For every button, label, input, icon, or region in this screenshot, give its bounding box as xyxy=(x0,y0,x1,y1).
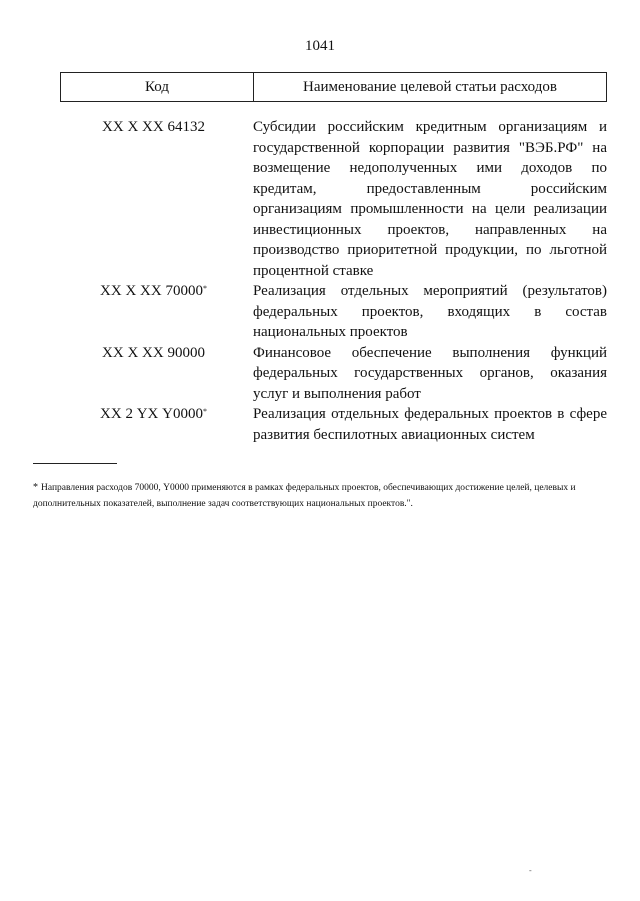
table-row xyxy=(60,117,607,281)
row-code-text: ХХ 2 YХ Y0000 xyxy=(100,406,203,422)
row-code xyxy=(60,404,253,445)
table-row xyxy=(60,404,607,445)
row-name: Субсидии российским кредитным организациям и государственной корпорации развития "ВЭБ.РФ" на возмещение недополученных ими доходов по кредитам, предоставленным российским организациям промышленности на цели реализации инвестиционных проектов, направленных на производство приоритетной продукции, по льготной процентной ставке xyxy=(253,119,607,279)
footnote-mark: * xyxy=(33,482,38,493)
row-code-mark: * xyxy=(202,407,207,416)
row-code xyxy=(60,281,253,343)
row-code-text: ХХ Х ХХ 64132 xyxy=(102,119,205,135)
table-row xyxy=(60,343,607,405)
row-name: Финансовое обеспечение выполнения функций федеральных государственных органов, оказания услуг и выполнения работ xyxy=(253,344,607,402)
row-code xyxy=(60,343,253,405)
row-code xyxy=(60,117,253,281)
table-row xyxy=(60,281,607,343)
row-code-text: ХХ Х ХХ 70000 xyxy=(100,283,203,299)
footnote-divider xyxy=(33,463,117,464)
footnote-text: Направления расходов 70000, Y0000 применяются в рамках федеральных проектов, обеспечивающих достижение целей, целевых и дополнительных показателей, выполнение задач соответствующих национальных проектов.". xyxy=(33,483,576,509)
row-name: Реализация отдельных федеральных проектов в сфере развития беспилотных авиационных систем xyxy=(253,406,607,443)
row-name: Реализация отдельных мероприятий (результатов) федеральных проектов, входящих в состав национальных проектов xyxy=(253,283,607,340)
row-code-mark: * xyxy=(202,284,207,293)
page-number: 1041 xyxy=(305,38,335,54)
table-body xyxy=(60,117,607,445)
header-code: Код xyxy=(61,73,254,101)
header-name: Наименование целевой статьи расходов xyxy=(303,78,557,95)
row-code-text: ХХ Х ХХ 90000 xyxy=(102,344,205,361)
corner-mark: - xyxy=(529,866,532,875)
table-header xyxy=(60,72,607,102)
footnote xyxy=(33,480,613,512)
